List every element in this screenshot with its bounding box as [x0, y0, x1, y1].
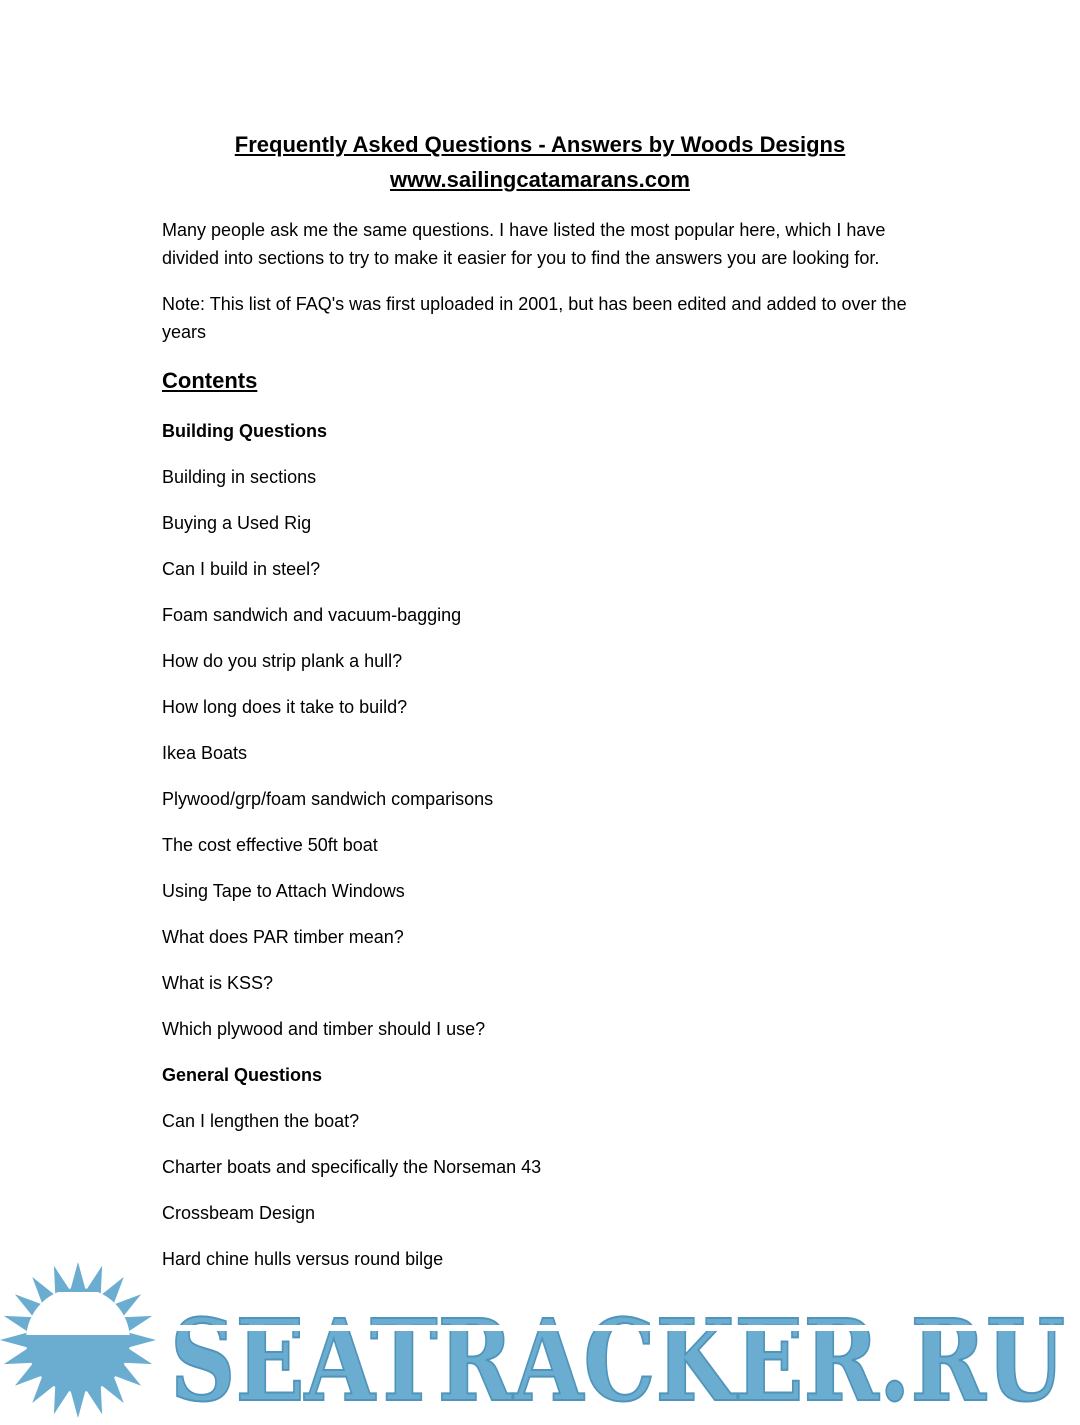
site-url-link[interactable]: www.sailingcatamarans.com: [390, 167, 690, 192]
contents-heading: Contents: [162, 368, 258, 393]
contents-entry[interactable]: What does PAR timber mean?: [162, 927, 404, 947]
contents-entry[interactable]: Which plywood and timber should I use?: [162, 1019, 486, 1039]
watermark-text: SEATRACKER.RU: [170, 1296, 1065, 1425]
contents-entry[interactable]: Can I lengthen the boat?: [162, 1111, 360, 1131]
contents-entry[interactable]: The cost effective 50ft boat: [162, 835, 378, 855]
contents-entry[interactable]: How long does it take to build?: [162, 697, 408, 717]
intro-paragraph: Many people ask me the same questions. I have listed the most popular here, which I have divided into sections to try to make it easier for you to find the answers you are looking for.: [162, 220, 886, 268]
section-heading: Building Questions: [162, 421, 327, 441]
sun-logo-icon: [0, 1262, 156, 1418]
contents-entry[interactable]: Buying a Used Rig: [162, 513, 312, 533]
contents-entry[interactable]: Plywood/grp/foam sandwich comparisons: [162, 789, 494, 809]
contents-entry[interactable]: Building in sections: [162, 467, 317, 487]
watermark: [0, 1262, 1080, 1425]
contents-entry[interactable]: Charter boats and specifically the Norseman 43: [162, 1157, 542, 1177]
contents-entry[interactable]: How do you strip plank a hull?: [162, 651, 403, 671]
contents-entry[interactable]: Crossbeam Design: [162, 1203, 316, 1223]
page-title: Frequently Asked Questions - Answers by Woods Designs: [234, 132, 846, 157]
note-paragraph: Note: This list of FAQ's was first uploaded in 2001, but has been edited and added to over the years: [162, 294, 907, 342]
contents-entry[interactable]: What is KSS?: [162, 973, 274, 993]
contents-entry[interactable]: Using Tape to Attach Windows: [162, 881, 405, 901]
contents-entry[interactable]: Foam sandwich and vacuum-bagging: [162, 605, 462, 625]
contents-entry[interactable]: Can I build in steel?: [162, 559, 321, 579]
contents-entry[interactable]: Hard chine hulls versus round bilge: [162, 1249, 444, 1269]
section-heading: General Questions: [162, 1065, 323, 1085]
contents-entry[interactable]: Ikea Boats: [162, 743, 248, 763]
